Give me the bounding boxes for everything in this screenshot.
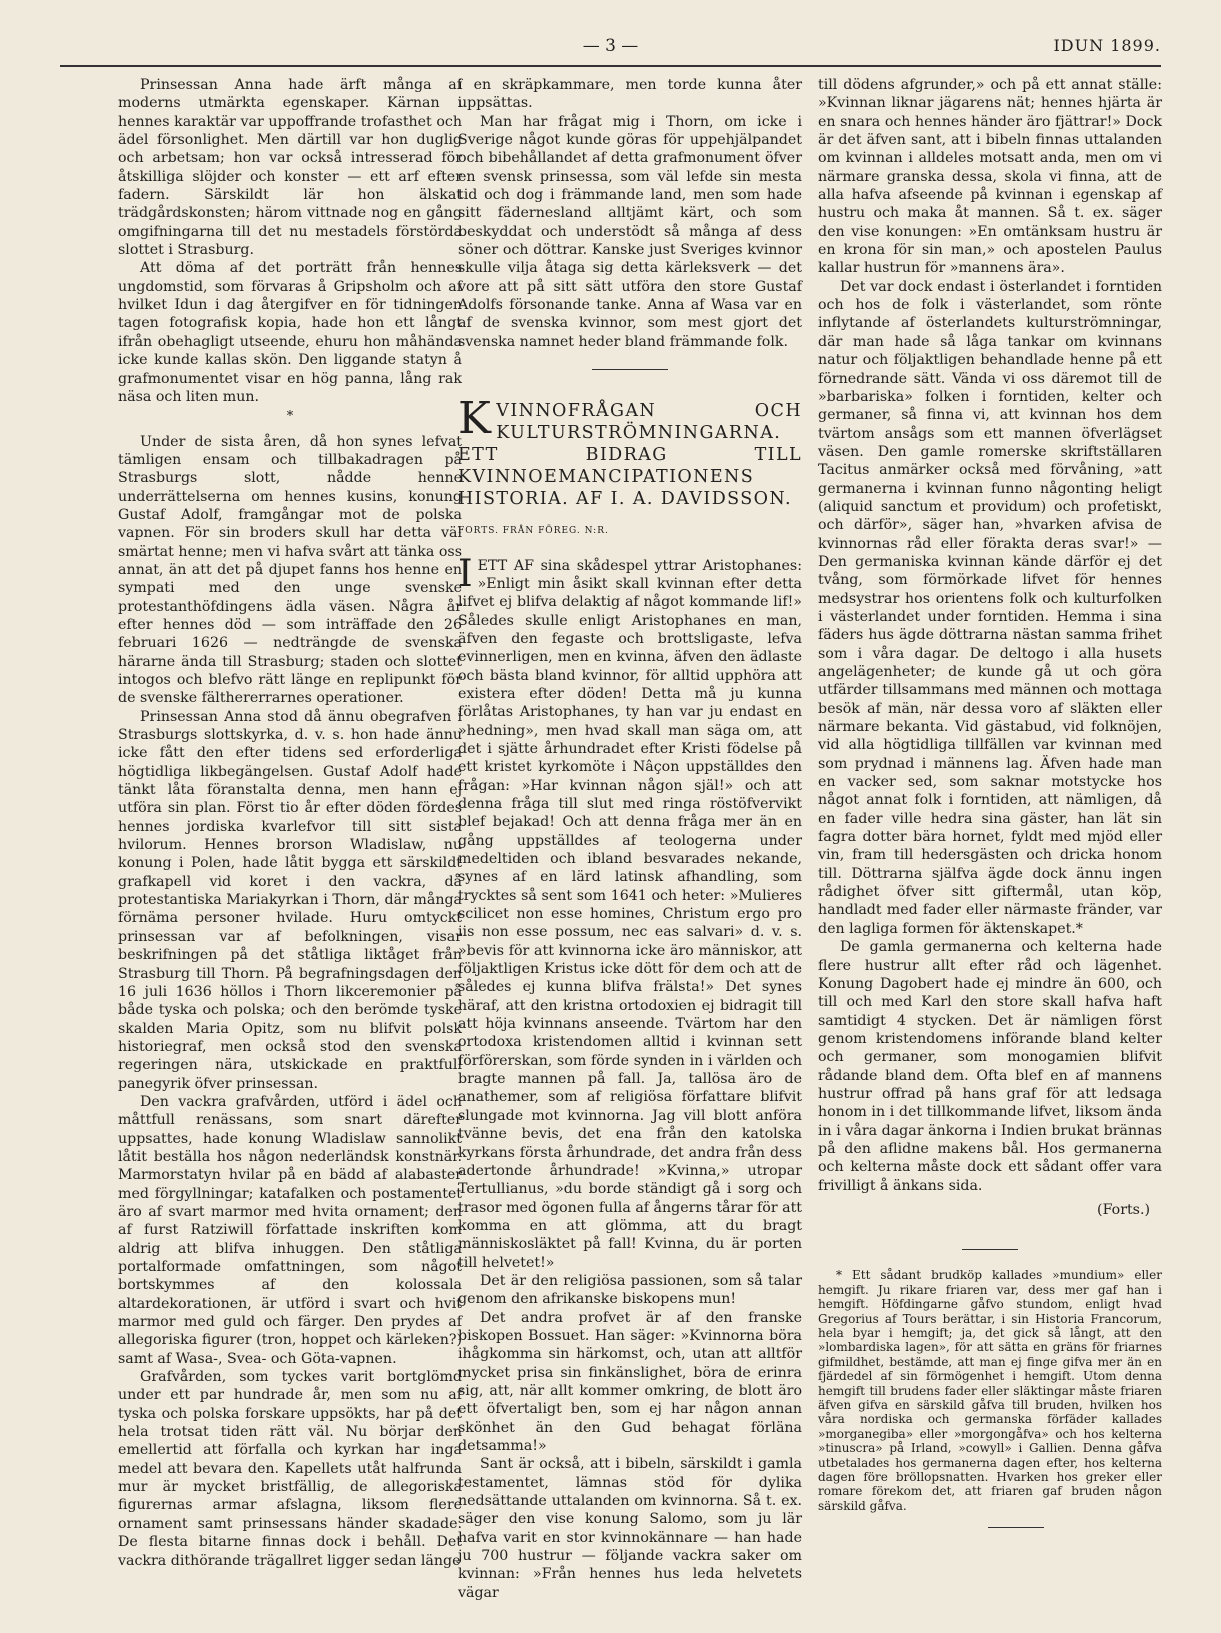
continued-note: (Forts.): [1097, 1201, 1150, 1218]
paragraph: Grafvården, som tyckes varit bortglömd under ett par hundrade år, men som nu af tyska och polska forskare uppsökts, har på det hela trotsat tiden rätt väl. Nu börjar den emellertid att förfalla och kyrkan har inga medel att bevara den. Kapellets utåt halfrunda mur är mycket bristfällig, de allegoriska figurernas armar afslagna, liksom flere ornament samt prinsessans händer skadade. De flesta bitarne finnas dock i behåll. Det vackra dithörande trägallret ligger sedan länge: [118, 1369, 462, 1569]
footnote-text: * Ett sådant brudköp kallades »mundium» eller hemgift. Ju rikare friaren var, dess mer gaf han i hemgift. Höfdingarne gåfvo stundom, enligt hvad Gregorius af Tours berättar, i sin Historia Francorum, hela byar i hemgift; ja, det gick så långt, att den »lombardiska lagen», för att sätta en gräns för friarnes gifmildhet, bestämde, att man ej finge gifva mer än en fjärdedel af sin förmögenhet i hemgift. Utom denna hemgift till brudens fader eller släktingar måste friaren äfven gifva en särskild gåfva till bruden, hvilken hos våra nordiska och germanska förfäder kallades »morganegiba» eller »morgongåfva» och hos kelterna »tinuscra» på Irland, »cowyll» i Gallien. Denna gåfva utbetalades hos germanerna dagen efter, hos kelterna dagen före bröllopsnatten. Hvarken hos greker eller romare förekom det, att friaren gaf bruden någon särskild gåfva.: [818, 1268, 1162, 1513]
page-header: [60, 30, 1161, 60]
column-3: [818, 76, 1162, 1528]
paragraph: Det är den religiösa passionen, som så talar genom den afrikanske biskopens mun!: [458, 1272, 802, 1308]
paragraph: Prinsessan Anna hade ärft många af moderns utmärkta egenskaper. Kärnan i hennes karaktär var uppoffrande trofasthet och ädel försonlighet. Men därtill var hon duglig och arbetsam; hon var också intresserad för åtskilliga slöjder och konster — ett arf efter fadern. Särskildt lär hon älskat trädgårdskonsten; härom vittnade nog en gång omgifningarna till det nu mestadels förstörda slottet i Strasburg.: [118, 77, 462, 259]
footnote-rule: [962, 1249, 1018, 1250]
paragraph: Prinsessan Anna stod då ännu obegrafven i Strasburgs slottskyrka, d. v. s. hon hade ännu icke fått den efter tidens sed erforderliga högtidliga likbegängelsen. Gustaf Adolf hade tänkt låta föranstalta denna, men hann ej utföra sin plan. Först tio år efter döden fördes hennes jordiska kvarlefvor till sitt sista hvilorum. Hennes brorson Wladislaw, nu konung i Polen, hade låtit bygga ett särskildt grafkapell vid koret i den vackra, då protestantiska Mariakyrkan i Thorn, där många förnäma personer hvilade. Huru omtyckt prinsessan var af befolkningen, visar beskrifningen på det ståtliga liktåget från Strasburg till Thorn. På begrafningsdagen den 16 juli 1636 höllos i Thorn likceremonier på både tyska och polska; och den berömde tyske skalden Maria Opitz, som nu blifvit polsk historiegraf, men också stod den svenska regeringen nära, utskickade en praktfull panegyrik öfver prinsessan.: [118, 708, 462, 1092]
continued-label: FORTS. FRÅN FÖREG. N:R.: [458, 526, 609, 537]
paragraph: Man har frågat mig i Thorn, om icke i Sverige något kunde göras för uppehjälpandet och bibehållandet af detta grafmonument öfver en svensk prinsessa, som väl lefde sin mesta tid och dog i främmande land, men som hade sitt fädernesland alltjämt kärt, och som beskyddat och understödt så många af dess söner och döttrar. Kanske just Sveriges kvinnor skulle vilja åtaga sig detta kärleksverk — det vore att på sitt sätt utföra den store Gustaf Adolfs försonande tanke. Anna af Wasa var en af de svenska kvinnor, som mest gjort det svenska namnet heder bland främmande folk.: [458, 113, 802, 350]
paragraph: Att döma af det porträtt från hennes ungdomstid, som förvaras å Gripsholm och af hvilket Idun i dag återgifver en för tidningen tagen fotografisk kopia, hade hon ett långt ifrån obehagligt utseende, ehuru hon måhända icke kunde kallas skön. Den liggande statyn å grafmonumentet visar en hög panna, lång rak näsa och liten mun.: [118, 260, 462, 405]
paragraph: till dödens afgrunder,» och på ett annat ställe: »Kvinnan liknar jägarens nät; hennes hjärta är en snara och hennes händer äro fjättrar!» Dock är det äfven sant, att i bibeln finnas uttalanden om kvinnan i alldeles motsatt anda, men om vi närmare granska dessa, skola vi finna, att de alla hafva afseende på kvinnan i egenskap af hustru och maka åt mannen. Så t. ex. säger den vise konungen: »En omtänksam hustru är en krona för sin man,» och apostelen Paulus kallar hustrun för »mannens ära».: [818, 77, 1162, 277]
paragraph: [458, 551, 802, 1272]
paragraph: Sant är också, att i bibeln, särskildt i gamla testamentet, lämnas stöd för dylika nedsättande uttalanden om kvinnorna. Så t. ex. säger den vise konung Salomo, som ju lär hafva varit en stor kvinnokännare — han hade ju 700 hustrur — följande vackra saker om kvinnan: »Från hennes hus leda helvetets vägar: [458, 1456, 802, 1601]
column-1: [118, 76, 462, 1570]
journal-title: IDUN 1899.: [1053, 36, 1161, 55]
footnote: [818, 1268, 1162, 1513]
header-rule: [60, 65, 1161, 67]
paragraph: Det var dock endast i österlandet i forntiden och hos de folk i västerlandet, som rönte inflytande af österlandets kulturströmningar, där man hade så låga tankar om kvinnans natur och följaktligen behandlade henne på ett förnedrande sätt. Vända vi oss däremot till de »barbariska» folken i forntiden, kelter och germaner, så finna vi, att kvinnan hos dem tvärtom ansågs som ett mannen öfverlägset väsen. Den gamle romerske skriftställaren Tacitus anmärker också med förvåning, »att germanerna i kvinnan funno någonting heligt (aliquid sanctum et providum) och profetiskt, och därför», säger han, »hvarken afvisa de kvinnornas råd eller förakta deras svar!» — Den germaniska kvinnan kände därför ej det tvång, som förmörkade lifvet för hennes medsystrar hos orientens folk och kulturfolken i västerlandet under forntiden. Hemma i sina fäders hus ägde döttrarna nästan samma frihet som i våra dagar. De deltogo i alla husets angelägenheter; de kunde gå ut och göra utfärder tillsammans med männen och mottaga besök af män, när dessa voro af släkten eller närmare bekanta. Vid gästabud, vid folknöjen, vid alla högtidliga tillfällen var kvinnan med som prydnad i männens lag. Äfven hade man en vacker sed, som saknar motstycke hos något annat folk i forntiden, att nämligen, då en fader ville hedra sina gäster, han lät sin fagra dotter bära hornet, fyldt med mjöd eller vin, fram till hedersgästen och dricka honom till. Döttrarna själfva ägde dock ännu ingen rådighet öfver sitt giftermål, utan köp, handladt med fader eller närmaste fränder, var den lagliga formen för äktenskapet.*: [818, 278, 1162, 937]
paragraph: i en skräpkammare, men torde kunna åter uppsättas.: [458, 77, 802, 112]
page-number: — 3 —: [582, 36, 639, 56]
drop-cap: I: [458, 551, 473, 595]
title-initial: K: [458, 393, 493, 445]
article-title: [458, 393, 802, 510]
section-divider: [592, 369, 668, 370]
section-asterisk: *: [286, 409, 294, 425]
paragraph: Under de sista åren, då hon synes lefvat tämligen ensam och tillbakadragen på Strasburgs slott, nådde henne underrättelserna om hennes kusins, konung Gustaf Adolf, framgångar mot de polska vapnen. För sin broders skull har detta väl smärtat henne; men vi hafva svårt att tänka oss annat, än att det på djupet fanns hos henne en sympati med den unge svenske protestanthöfdingens ädla väsen. Några år efter hennes död — som inträffade den 26 februari 1626 — nedträngde de svenska härarne ända till Strasburg; staden och slottet intogos och blefvo rätt länge en replipunkt för de svenske fälthererrarnes operationer.: [118, 433, 462, 707]
paragraph-text: ETT AF sina skådespel yttrar Aristophanes: »Enligt min åsikt skall kvinnan efter detta lifvet ej blifva delaktig af något kommande lif!» Således skulle enligt Aristophanes en man, äfven den fegaste och brottsligaste, lefva evinnerligen, men en kvinna, äfven den ädlaste och bästa bland kvinnor, för alltid upphöra att existera efter döden! Detta må ju kunna förlåtas Aristophanes, ty han var ju endast en »hedning», men hvad skall man säga om, att det i sjätte århundradet efter Kristi födelse på ett kristet kyrkomöte i Nâçon uppställdes den frågan: »Har kvinnan någon själ!» och att denna fråga till slut med ringa röstöfvervikt blef bejakad! Och att denna fråga mer än en gång uppställdes af teologerna under medeltiden och ibland besvarades nekande, synes af en lärd latinsk afhandling, som trycktes så sent som 1641 och heter: »Mulieres scilicet non esse homines, Christum ergo pro iis non esse possum, nec eas salvari» d. v. s. »bevis för att kvinnorna icke äro människor, att följaktligen Kristus icke dött för dem och att de således ej kunna blifva frälsta!» Det synes häraf, att den kristna ortodoxien ej bidragit till att höja kvinnans anseende. Tvärtom har den ortodoxa kristendomen alltid i kvinnan sett förförerskan, som förde synden in i världen och bragte mannen på fall. Ja, tallösa äro de anathemer, som af religiösa författare blifvit slungade mot kvinnorna. Jag vill blott anföra tvänne bevis, det ena från den katolska kyrkans första århundrade, det andra från dess adertonde århundrade! »Kvinna,» utropar Tertullianus, »du borde ständigt gå i sorg och trasor med ögonen fulla af ångerns tårar för att komma en att glömma, att du bragt människosläktet på fall! Kvinna, du är porten till helvetet!»: [458, 557, 802, 1271]
paragraph: Det andra profvet är af den franske biskopen Bossuet. Han säger: »Kvinnorna böra ihågkomma sin härkomst, och, utan att alltför mycket prisa sin finkänslighet, böra de erinra sig, att, när allt kommer omkring, de blott äro ett öfvertaligt ben, som ej har någon annan skönhet än den Gud behagat förläna detsamma!»: [458, 1309, 802, 1454]
paragraph: De gamla germanerna och kelterna hade flere hustrur allt efter råd och lägenhet. Konung Dagobert hade ej mindre än 600, och till och med Karl den store skall hafva haft samtidigt 4 stycken. Det är nämligen först genom kristendomens införande bland kelter och germaner, som monogamien blifvit rådande bland dem. Ofta blef en af mannens hustrur offrad på hans graf för att ledsaga honom in i det tillkommande lifvet, liksom ända in i våra dagar änkorna i Indien brukat brännas på den aflidne makens bål. Hos germanerna och kelterna måste dock ett sådant offer vara frivilligt å änkans sida.: [818, 939, 1162, 1194]
title-text: VINNOFRÅGAN OCH KULTURSTRÖMNINGARNA. ETT BIDRAG TILL KVINNOEMANCIPATIONENS HISTORIA. AF I. A. DAVIDSSON.: [458, 401, 802, 510]
paragraph: Den vackra grafvården, utförd i ädel och måttfull renässans, som snart därefter uppsattes, hade konung Wladislaw sannolikt låtit beställa hos någon nederländsk konstnär. Marmorstatyn hvilar på en bädd af alabaster med förgyllningar; katafalken och postamentet äro af svart marmor med hvita ornament; den af furst Ratziwill författade inskriften kom aldrig att blifva inhuggen. Den ståtliga portalformade omfattningen, som något bortskymmes af den kolossala altardekorationen, är utförd i svart och hvit marmor med guld och färger. Den prydes af allegoriska figurer (tron, hoppet och kärleken?) samt af Wasa-, Svea- och Göta-vapnen.: [118, 1093, 462, 1367]
end-rule: [988, 1527, 1044, 1528]
column-2: [458, 76, 802, 1602]
